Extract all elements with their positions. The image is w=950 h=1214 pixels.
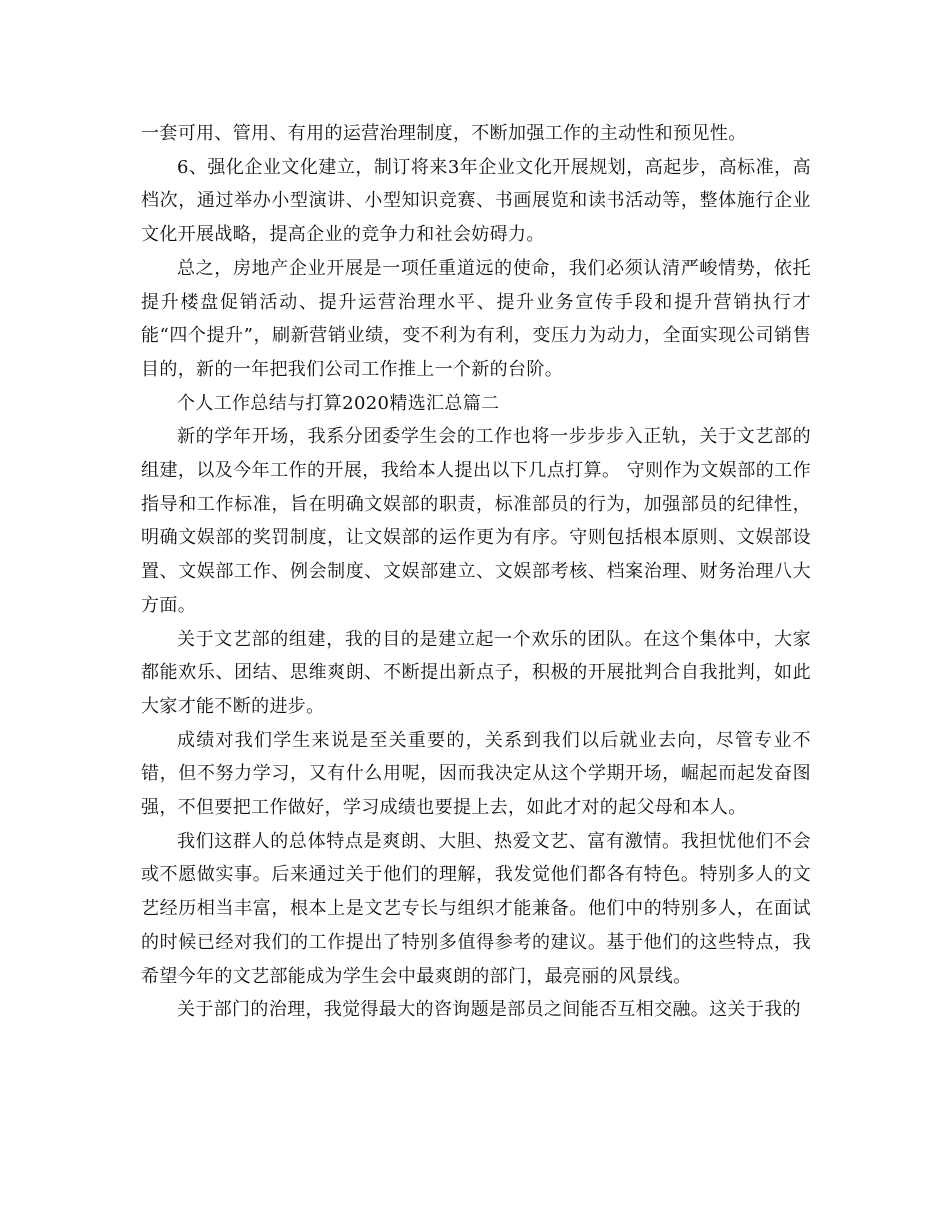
paragraph-3: 总之，房地产企业开展是一项任重道远的使命，我们必须认清严峻情势，依托提升楼盘促销活动、提升运营治理水平、提升业务宣传手段和提升营销执行才能“四个提升”，刷新营销业绩，变不利为有利，变压力为动力，全面实现公司销售目的，新的一年把我们公司工作推上一个新的台阶。 xyxy=(141,257,811,380)
paragraph-8: 我们这群人的总体特点是爽朗、大胆、热爱文艺、富有激情。我担忧他们不会或不愿做实事。后来通过关于他们的理解，我发觉他们都各有特色。特别多人的文艺经历相当丰富，根本上是文艺专长与组织才能兼备。他们中的特别多人，在面试的时候已经对我们的工作提出了特别多值得参考的建议。基于他们的这些特点，我希望今年的文艺部能成为学生会中最爽朗的部门，最亮丽的风景线。 xyxy=(141,830,811,987)
paragraph-2: 6、强化企业文化建立，制订将来3年企业文化开展规划，高起步，高标准，高档次，通过举办小型演讲、小型知识竞赛、书画展览和读书活动等，整体施行企业文化开展战略，提高企业的竞争力和社会妨碍力。 xyxy=(141,156,811,246)
paragraph-9: 关于部门的治理，我觉得最大的咨询题是部员之间能否互相交融。这关于我的 xyxy=(177,999,801,1021)
paragraph-1: 一套可用、管用、有用的运营治理制度，不断加强工作的主动性和预见性。 xyxy=(141,123,747,144)
section-heading: 个人工作总结与打算2020精选汇总篇二 xyxy=(177,392,500,414)
paragraph-5: 新的学年开场，我系分团委学生会的工作也将一步步步入正轨，关于文艺部的组建，以及今年工作的开展，我给本人提出以下几点打算。 守则作为文娱部的工作指导和工作标准，旨在明确文娱部的职责，标准部员的行为，加强部员的纪律性，明确文娱部的奖罚制度，让文娱部的运作更为有序。守则包括根本原则、文娱部设置、文娱部工作、例会制度、文娱部建立、文娱部考核、档案治理、财务治理八大方面。 xyxy=(141,426,811,616)
document-body xyxy=(141,117,811,1027)
paragraph-6: 关于文艺部的组建，我的目的是建立起一个欢乐的团队。在这个集体中，大家都能欢乐、团结、思维爽朗、不断提出新点子，积极的开展批判合自我批判，如此大家才能不断的进步。 xyxy=(141,628,811,717)
paragraph-7: 成绩对我们学生来说是至关重要的，关系到我们以后就业去向，尽管专业不错，但不努力学习，又有什么用呢，因而我决定从这个学期开场，崛起而起发奋图强，不但要把工作做好，学习成绩也要提上去，如此才对的起父母和本人。 xyxy=(141,729,811,819)
